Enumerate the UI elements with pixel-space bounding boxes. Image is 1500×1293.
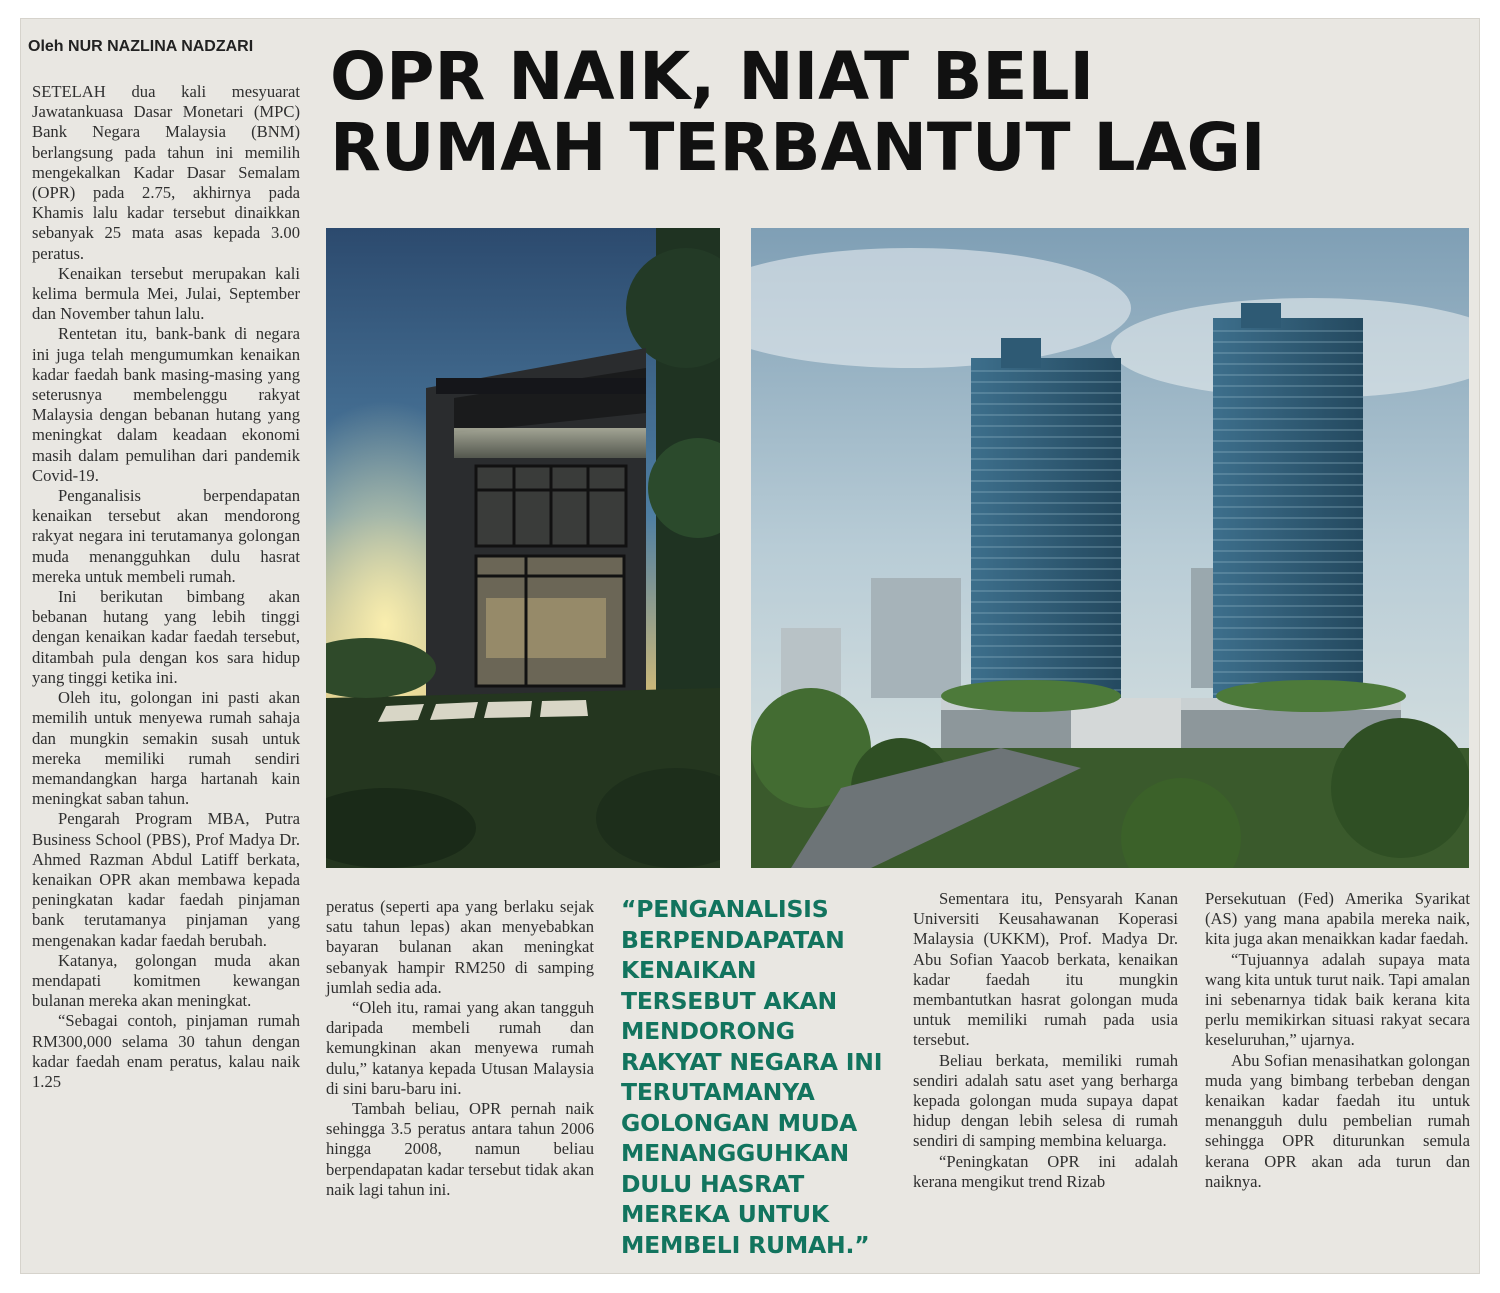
article-column-2	[326, 897, 594, 1200]
byline-prefix: Oleh	[28, 38, 64, 55]
paragraph: “Peningkatan OPR ini adalah kerana mengikut trend Rizab	[913, 1151, 1178, 1191]
paragraph: Katanya, golongan muda akan mendapati komitmen kewangan bulanan mereka akan meningkat.	[32, 950, 300, 1011]
paragraph: Penganalisis berpendapatan kenaikan tersebut akan mendorong rakyat negara ini terutamanya golongan muda menangguhkan dulu hasrat mereka untuk membeli rumah.	[32, 486, 300, 586]
paragraph: SETELAH dua kali mesyuarat Jawatankuasa Dasar Monetari (MPC) Bank Negara Malaysia (BNM) berlangsung pada tahun ini memilih mengekalkan Kadar Dasar Semalam (OPR) pada 2.75, akhirnya pada Khamis lalu kadar tersebut dinaikkan sebanyak 25 mata asas kepada 3.00 peratus.	[32, 82, 300, 263]
headline-line-2: RUMAH TERBANTUT LAGI	[330, 108, 1266, 186]
article-column-1	[32, 82, 300, 1092]
paragraph: Sementara itu, Pensyarah Kanan Universiti Keusahawanan Koperasi Malaysia (UKKM), Prof. Madya Dr. Abu Sofian Yaacob berkata, kenaikan kadar faedah itu mungkin membantutkan hasrat golongan muda untuk memiliki rumah pada usia tersebut.	[913, 889, 1178, 1050]
paragraph: peratus (seperti apa yang berlaku sejak satu tahun lepas) akan menyebabkan bayaran bulanan akan meningkat sebanyak hampir RM250 di samping jumlah sedia ada.	[326, 897, 594, 997]
headline-line-1: OPR NAIK, NIAT BELI	[330, 38, 1095, 115]
paragraph: Ini berikutan bimbang akan bebanan hutang yang lebih tinggi dengan kenaikan kadar faedah tersebut, ditambah pula dengan kos sara hidup yang tinggi ketika ini.	[32, 587, 300, 687]
paragraph: “Sebagai contoh, pinjaman rumah RM300,000 selama 30 tahun dengan kadar faedah enam peratus, kalau naik 1.25	[32, 1011, 300, 1091]
paragraph: “Tujuannya adalah supaya mata wang kita untuk turut naik. Tapi amalan ini sebenarnya tidak baik kerana kita perlu memikirkan situasi rakyat secara keseluruhan,” ujarnya.	[1205, 949, 1470, 1050]
paragraph: “Oleh itu, ramai yang akan tangguh daripada membeli rumah dan kemungkinan akan menyewa rumah dulu,” katanya kepada Utusan Malaysia di sini baru-baru ini.	[326, 998, 594, 1098]
paragraph: Oleh itu, golongan ini pasti akan memilih untuk menyewa rumah sahaja dan mungkin semakin susah untuk mereka memiliki rumah sendiri memandangkan harga hartanah kain meningkat saban tahun.	[32, 688, 300, 809]
paragraph: Pengarah Program MBA, Putra Business School (PBS), Prof Madya Dr. Ahmed Razman Abdul Latiff berkata, kenaikan OPR akan membawa kepada peningkatan kadar faedah pinjaman bank terutamanya pinjaman yang mengenakan kadar faedah berubah.	[32, 809, 300, 950]
pull-quote: “PENGANALISIS BERPENDAPATAN KENAIKAN TERSEBUT AKAN MENDORONG RAKYAT NEGARA INI TERUTAMANYA GOLONGAN MUDA MENANGGUHKAN DULU HASRAT MEREKA UNTUK MEMBELI RUMAH.”	[621, 895, 883, 1259]
article-column-5	[1205, 889, 1470, 1192]
byline-name: NUR NAZLINA NADZARI	[68, 38, 254, 55]
tower-photo	[751, 228, 1469, 868]
paragraph: Beliau berkata, memiliki rumah sendiri adalah satu aset yang berharga kepada golongan muda supaya dapat hidup dengan lebih selesa di rumah sendiri di samping membina keluarga.	[913, 1050, 1178, 1151]
headline	[330, 38, 1450, 186]
paragraph: Kenaikan tersebut merupakan kali kelima bermula Mei, Julai, September dan November tahun lalu.	[32, 263, 300, 324]
house-photo	[326, 228, 720, 868]
paragraph: Rentetan itu, bank-bank di negara ini juga telah mengumumkan kenaikan kadar faedah bank masing-masing yang seterusnya membelenggu rakyat Malaysia dengan bebanan hutang yang meningkat dalam keadaan ekonomi masih dalam pemulihan dari pandemik Covid-19.	[32, 324, 300, 485]
paragraph: Abu Sofian menasihatkan golongan muda yang bimbang terbeban dengan kenaikan kadar faedah itu untuk menangguh dulu pembelian rumah sehingga OPR diturunkan semula kerana OPR akan ada turun dan naiknya.	[1205, 1050, 1470, 1191]
article-column-4	[913, 889, 1178, 1192]
paragraph: Tambah beliau, OPR pernah naik sehingga 3.5 peratus antara tahun 2006 hingga 2008, namun beliau berpendapatan kadar tersebut tidak akan naik lagi tahun ini.	[326, 1099, 594, 1199]
byline	[28, 38, 253, 56]
paragraph: Persekutuan (Fed) Amerika Syarikat (AS) yang mana apabila mereka naik, kita juga akan menaikkan kadar faedah.	[1205, 889, 1470, 949]
